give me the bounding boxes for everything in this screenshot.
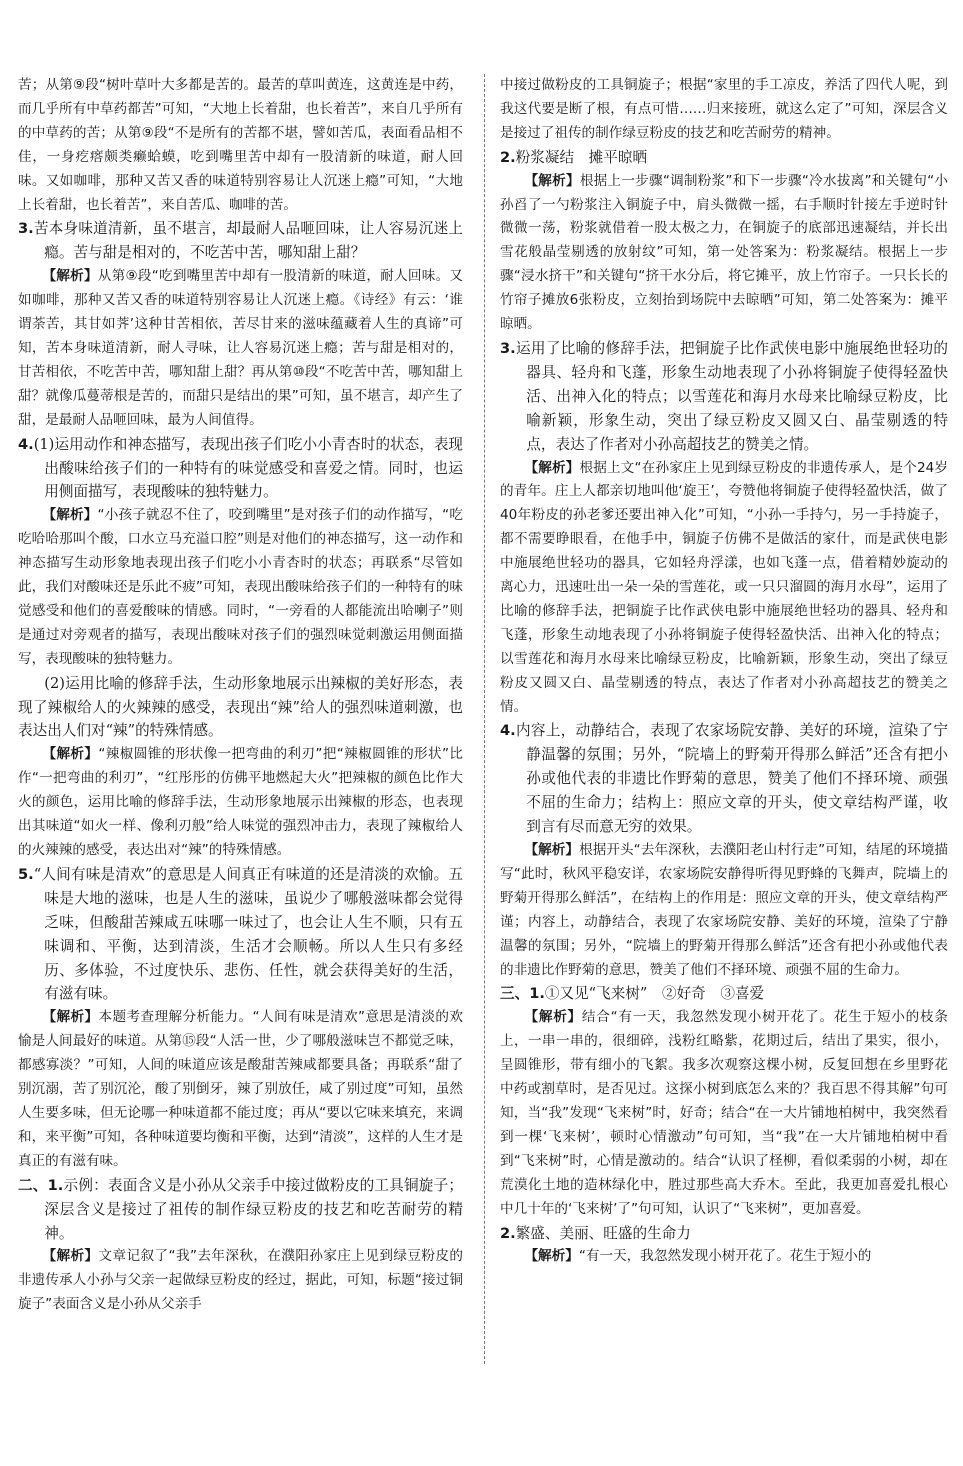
answer-2-4: 4.内容上，动静结合，表现了农家场院安静、美好的环境，渲染了宁静温馨的氛围；另外，“院墙上的野菊开得那么鲜活”还含有把小孙或他代表的非遗比作野菊的意思，赞美了他们不择环境、顽强不屈的生命力；结构上：照应文章的开头，使文章结构严谨，收到言有尽而意无穷的效果。 xyxy=(500,722,948,836)
analysis-continued: 苦；从第⑨段“树叶草叶大多都是苦的。最苦的草叫黄连，这黄连是中药，而几乎所有中草药都苦”可知，“大地上长着甜，也长着苦”，来自几乎所有的中草药的苦；从第⑨段“不是所有的苦都不堪，譬如苦瓜，表面看品相不佳，一身疙瘩颇类癞蛤蟆，吃到嘴里苦中却有一股清新的味道，耐人回味。又如咖啡，那种又苦又香的味道特别容易让人沉迷上瘾”可知，“大地上长着甜，也长着苦”，来自苦瓜、咖啡的苦。 xyxy=(18,77,463,213)
right-column xyxy=(500,74,948,1269)
answer-3-1: 三、1.①又见“飞来树” ②好奇 ③喜爱 xyxy=(500,985,765,1003)
analysis-2-1-continued: 中接过做粉皮的工具铜旋子；根据“家里的手工凉皮，养活了四代人呢，到我这代要是断了根，有点可惜……归来接班，就这么定了”可知，深层含义是接过了祖传的制作绿豆粉皮的技艺和吃苦耐劳的精神。 xyxy=(500,77,948,141)
answer-5: 5.“人间有味是清欢”的意思是人间真正有味道的还是清淡的欢愉。五味是大地的滋味，也是人生的滋味，虽说少了哪般滋味都会觉得乏味，但酸甜苦辣咸五味哪一味过了，也会让人生不顺，只有五味调和、平衡，达到清淡，生活才会顺畅。所以人生只有多经历、多体验，不过度快乐、悲伤、任性，就会获得美好的生活，有滋有味。 xyxy=(18,865,463,1003)
analysis-2-4: 【解析】根据开头“去年深秋，去濮阳老山村行走”可知，结尾的环境描写“此时，秋风平稳安详，农家场院安静得听得见野蜂的飞舞声，院墙上的野菊开得那么鲜活”，在结构上的作用是：照应文章的开头，使文章结构严谨；内容上，动静结合，表现了农家场院安静、美好的环境，渲染了宁静温馨的氛围；另外，“院墙上的野菊开得那么鲜活”还含有把小孙或他代表的非遗比作野菊的意思，赞美了他们不择环境、顽强不屈的生命力。 xyxy=(500,842,948,978)
answer-2-3: 3.运用了比喻的修辞手法，把铜旋子比作武侠电影中施展绝世轻功的器具、轻舟和飞蓬，形象生动地表现了小孙将铜旋子使得轻盈快活、出神入化的特点；以雪莲花和海月水母来比喻绿豆粉皮，比喻新颖，形象生动，突出了绿豆粉皮又圆又白、晶莹剔透的特点，表达了作者对小孙高超技艺的赞美之情。 xyxy=(500,339,948,453)
analysis-3-2: 【解析】“有一天，我忽然发现小树开花了。花生于短小的 xyxy=(524,1248,872,1265)
answer-3-2: 2.繁盛、美丽、旺盛的生命力 xyxy=(500,1224,691,1242)
analysis-5: 【解析】本题考查理解分析能力。“人间有味是清欢”意思是清淡的欢愉是人间最好的味道。从第⑮段“人活一世，少了哪般滋味岂不都觉乏味，都感寡淡？”可知，人间的味道应该是酸甜苦辣咸都要具备；再联系“甜了别沉溺，苦了别沉沦，酸了别倒牙，辣了别放任，咸了别过度”可知，虽然人生要多味，但无论哪一种味道都不能过度；再从“要以它味来填充，来调和，来平衡”可知，各种味道要均衡和平衡，达到“清淡”，这样的人生才是真正的有滋有味。 xyxy=(18,1009,464,1169)
answer-3: 3.苦本身味道清新，虽不堪言，却最耐人品咂回味，让人容易沉迷上瘾。苦与甜是相对的，不吃苦中苦，哪知甜上甜？ xyxy=(18,220,463,262)
left-column xyxy=(18,74,463,1317)
answer-4-1: 4.(1)运用动作和神态描写，表现出孩子们吃小小青杏时的状态，表现出酸味给孩子们的一种特有的味觉感受和喜爱之情。同时，也运用侧面描写，表现酸味的独特魅力。 xyxy=(18,435,464,501)
analysis-3: 【解析】从第⑨段“吃到嘴里苦中却有一股清新的味道，耐人回味。又如咖啡，那种又苦又香的味道特别容易让人沉迷上瘾。《诗经》有云：‘谁谓荼苦，其甘如荠’这种甘苦相依，苦尽甘来的滋味蕴藏着人生的真谛”可知，苦本身味道清新，耐人寻味，让人容易沉迷上瘾；苦与甜是相对的，甘苦相依，不吃苦中苦，哪知甜上甜？再从第⑩段“不吃苦中苦，哪知甜上甜？就像瓜蔓蒂根是苦的，而甜只是结出的果”可知，虽不堪言，却产生了甜，是最耐人品咂回味，最为人间值得。 xyxy=(18,268,464,428)
analysis-2-2: 【解析】根据上一步骤“调制粉浆”和下一步骤“冷水拔离”和关键句“小孙舀了一勺粉浆注入铜旋子中，肩头微微一摇，右手顺时针接左手逆时针微微一荡，粉浆就借着一股太极之力，在铜旋子的底部迅速凝结，并长出雪花般晶莹剔透的放射纹”可知，第一处答案为：粉浆凝结。根据上一步骤“浸水挤干”和关键句“挤干水分后，将它摊平，放上竹帘子。一只长长的竹帘子摊放6张粉皮，立刻抬到场院中去晾晒”可知，第二处答案为：摊平晾晒。 xyxy=(500,172,948,333)
answer-2-2: 2.粉浆凝结 摊平晾晒 xyxy=(500,148,648,166)
answer-4-2: (2)运用比喻的修辞手法，生动形象地展示出辣椒的美好形态，表现了辣椒给人的火辣辣的感受，表现出“辣”给人的强烈味道刺激，也表达出人们对“辣”的特殊情感。 xyxy=(18,674,463,740)
analysis-3-1: 【解析】结合“有一天，我忽然发现小树开花了。花生于短小的枝条上，一串一串的，很细碎，浅粉红略紫，花期过后，结出了果实，很小，呈圆锥形，带有细小的飞絮。我多次观察这棵小树，反复回想在乡里野花中药或割草时，是否见过。这探小树到底怎么来的？我百思不得其解”句可知，当“我”发现“飞来树”时，好奇；结合“在一大片铺地柏树中，我突然看到一棵‘飞来树’，顿时心情激动”句可知，当“我”在一大片铺地柏树中看到“飞来树”时，心情是激动的。结合“认识了柽柳，看似柔弱的小树，却在荒漠化土地的造林绿化中，胜过那些高大乔木。至此，我更加喜爱扎根心中几十年的‘飞来树’了”句可知，认识了“飞来树”，更加喜爱。 xyxy=(500,1009,949,1217)
answer-2-1: 二、1.示例：表面含义是小孙从父亲手中接过做粉皮的工具铜旋子；深层含义是接过了祖传的制作绿豆粉皮的技艺和吃苦耐劳的精神。 xyxy=(18,1176,463,1242)
analysis-2-1: 【解析】文章记叙了“我”去年深秋，在濮阳孙家庄上见到绿豆粉皮的非遗传承人小孙与父亲一起做绿豆粉皮的经过，据此，可知，标题“接过铜旋子”表面含义是小孙从父亲手 xyxy=(18,1248,464,1313)
column-divider xyxy=(484,74,485,1364)
analysis-4-1: 【解析】“小孩子就忍不住了，咬到嘴里”是对孩子们的动作描写，“吃吃哈哈那叫个酸，口水立马充溢口腔”则是对他们的神态描写，这一动作和神态描写生动形象地表现出孩子们吃小小青杏时的状态；再联系“尽管如此，我们对酸味还是乐此不疲”可知，表现出酸味给孩子们的一种特有的味觉感受和他们的喜爱酸味的情感。同时，“一旁看的人都能流出哈喇子”则是通过对旁观者的描写，表现出酸味对孩子们的强烈味觉刺激运用侧面描写，表现酸味的独特魅力。 xyxy=(18,507,463,667)
analysis-4-2: 【解析】“辣椒圆锥的形状像一把弯曲的利刃”把“辣椒圆锥的形状”比作“一把弯曲的利刃”，“红彤彤的仿佛平地燃起大火”把辣椒的颜色比作大火的颜色，运用比喻的修辞手法，生动形象地展示出辣椒的形态，也表现出其味道“如火一样、像利刃般”给人味觉的强烈冲击力，表现了辣椒给人的火辣辣的感受，表达出对“辣”的特殊情感。 xyxy=(18,746,463,858)
analysis-2-3: 【解析】根据上文“在孙家庄上见到绿豆粉皮的非遗传承人，是个24岁的青年。庄上人都亲切地叫他‘旋王’，夸赞他将铜旋子使得轻盈快活，做了40年粉皮的孙老爹还要出神入化”可知，“小孙一手持勺，另一手持旋子，都不需要睁眼看，在他手中，铜旋子仿佛不是做活的家什，而是武侠电影中施展绝世轻功的器具，它如轻舟浮漾，也如飞蓬一点，借着精妙旋动的离心力，迅速吐出一朵一朵的雪莲花，或一只只溜圆的海月水母”，运用了比喻的修辞手法，把铜旋子比作武侠电影中施展绝世轻功的器具、轻舟和飞蓬，形象生动地表现了小孙将铜旋子使得轻盈快活、出神入化的特点；以雪莲花和海月水母来比喻绿豆粉皮，比喻新颖，形象生动，突出了绿豆粉皮又圆又白、晶莹剔透的特点，表达了作者对小孙高超技艺的赞美之情。 xyxy=(500,459,949,715)
